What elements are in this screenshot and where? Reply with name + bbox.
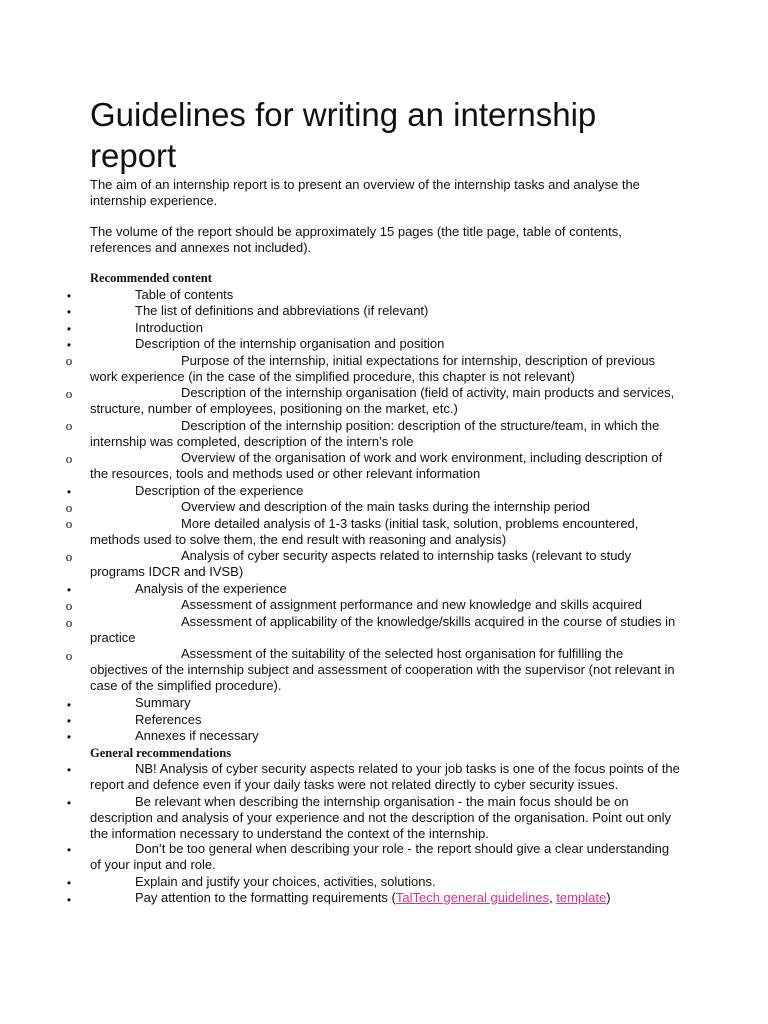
list-item: Assessment of the suitability of the selected host organisation for fulfilling the objectives of the internship subject and assessment of cooperation with the supervisor (not relevant in case of the simplified procedure). <box>90 646 675 693</box>
list-item: Explain and justify your choices, activities, solutions. <box>135 874 436 889</box>
bullet-marker: • <box>66 714 72 728</box>
list-item: Analysis of cyber security aspects related to internship tasks (relevant to study programs IDCR and IVSB) <box>90 548 632 579</box>
list-item: References <box>135 712 202 727</box>
bullet-marker: • <box>66 796 72 810</box>
intro-paragraph: The volume of the report should be approximately 15 pages (the title page, table of contents, references and annexes not included). <box>90 224 622 255</box>
bullet-marker: • <box>66 698 72 712</box>
list-item: Introduction <box>135 320 203 335</box>
bullet-marker: • <box>66 730 72 744</box>
bullet-marker: • <box>66 289 72 303</box>
bullet-marker: • <box>66 763 72 777</box>
circle-marker: o <box>65 386 73 401</box>
bullet-marker: • <box>66 485 72 499</box>
bullet-marker: • <box>66 893 72 907</box>
circle-marker: o <box>65 598 73 613</box>
bullet-marker: • <box>66 876 72 890</box>
list-item: Description of the experience <box>135 483 304 498</box>
list-item: NB! Analysis of cyber security aspects related to your job tasks is one of the focus points of the report and defence even if your daily tasks were not related directly to cyber security issues. <box>90 761 680 792</box>
section-heading-recommended-content: Recommended content <box>90 271 212 285</box>
list-item: Don’t be too general when describing your role - the report should give a clear understanding of your input and role. <box>90 841 670 872</box>
circle-marker: o <box>65 353 73 368</box>
bullet-marker: • <box>66 843 72 857</box>
list-item: More detailed analysis of 1-3 tasks (initial task, solution, problems encountered, methods used to solve them, the end result with reasoning and analysis) <box>90 516 639 547</box>
list-item: Annexes if necessary <box>135 728 259 743</box>
taltech-guidelines-link[interactable]: TalTech general guidelines <box>395 890 550 905</box>
list-item: Description of the internship position: description of the structure/team, in which the internship was completed, description of the intern’s role <box>90 418 660 449</box>
bullet-marker: • <box>66 338 72 352</box>
intro-paragraph: The aim of an internship report is to present an overview of the internship tasks and analyse the internship experience. <box>90 177 640 208</box>
list-item-formatting <box>90 890 682 906</box>
list-item: Overview and description of the main tasks during the internship period <box>181 499 590 514</box>
bullet-marker: • <box>66 305 72 319</box>
list-item: Table of contents <box>135 287 234 302</box>
list-item: The list of definitions and abbreviations (if relevant) <box>135 303 429 318</box>
page-title: Guidelines for writing an internship report <box>90 96 597 174</box>
circle-marker: o <box>65 418 73 433</box>
list-item: Analysis of the experience <box>135 581 287 596</box>
circle-marker: o <box>65 648 73 663</box>
list-item: Overview of the organisation of work and work environment, including description of the resources, tools and methods used or other relevant information <box>90 450 663 481</box>
bullet-marker: • <box>66 322 72 336</box>
circle-marker: o <box>65 451 73 466</box>
list-item: Description of the internship organisation (field of activity, main products and services, structure, number of employees, positioning on the market, etc.) <box>90 385 675 416</box>
link-separator: , <box>549 890 557 905</box>
list-item: Assessment of assignment performance and new knowledge and skills acquired <box>181 597 643 612</box>
formatting-suffix: ) <box>606 890 611 905</box>
formatting-prefix: Pay attention to the formatting requirements ( <box>135 890 396 905</box>
circle-marker: o <box>65 549 73 564</box>
list-item: Assessment of applicability of the knowledge/skills acquired in the course of studies in practice <box>90 614 676 645</box>
circle-marker: o <box>65 500 73 515</box>
section-heading-general-recommendations: General recommendations <box>90 746 232 760</box>
circle-marker: o <box>65 516 73 531</box>
list-item: Description of the internship organisation and position <box>135 336 445 351</box>
list-item: Summary <box>135 695 191 710</box>
circle-marker: o <box>65 615 73 630</box>
bullet-marker: • <box>66 583 72 597</box>
template-link[interactable]: template <box>556 890 607 905</box>
list-item: Be relevant when describing the internship organisation - the main focus should be on description and analysis of your experience and not the description of the organisation. Point out only the information necessary to understand the context of the internship. <box>90 794 672 841</box>
list-item: Purpose of the internship, initial expectations for internship, description of previous work experience (in the case of the simplified procedure, this chapter is not relevant) <box>90 353 656 384</box>
